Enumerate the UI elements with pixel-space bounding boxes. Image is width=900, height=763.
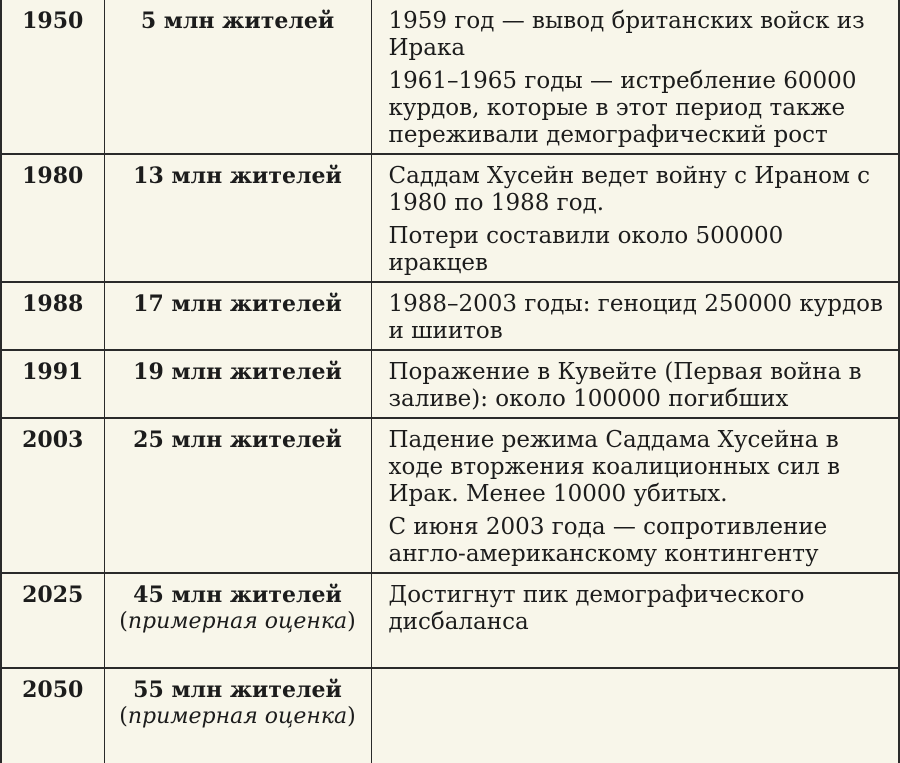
year-cell: 2025 [1,573,104,668]
population-value: 45 млн жителей [133,582,342,608]
population-value: 55 млн жителей [133,677,342,703]
year-cell: 2003 [1,418,104,573]
population-cell: 13 млн жителей [104,154,371,282]
events-cell [371,154,899,282]
events-cell [371,573,899,668]
table-row [1,418,899,573]
event-text: С июня 2003 года — сопротивление англо-американскому контингенту [388,514,828,567]
events-cell [371,350,899,418]
year-cell: 1988 [1,282,104,350]
events-cell [371,0,899,154]
table-row [1,573,899,668]
year-cell: 2050 [1,668,104,763]
event-text: 1961–1965 годы — истребление 60000 курдов, которые в этот период также переживали демографический рост [388,68,857,148]
estimate-note: (примерная оценка) [119,704,356,729]
event-text: Саддам Хусейн ведет войну с Ираном с 1980 по 1988 год. [388,163,871,216]
year-cell: 1991 [1,350,104,418]
population-cell: 17 млн жителей [104,282,371,350]
estimate-note-text: примерная оценка [127,704,348,729]
events-cell [371,282,899,350]
event-text: Поражение в Кувейте (Первая война в заливе): около 100000 погибших [388,359,862,412]
population-cell: 25 млн жителей [104,418,371,573]
table-row [1,668,899,763]
table-row [1,0,899,154]
population-cell: 5 млн жителей [104,0,371,154]
table-row [1,154,899,282]
estimate-note-text: примерная оценка [127,609,348,634]
table-row [1,282,899,350]
population-cell: 19 млн жителей [104,350,371,418]
table-row [1,350,899,418]
year-cell: 1980 [1,154,104,282]
event-text: 1959 год — вывод британских войск из Ирака [388,8,865,61]
events-cell [371,418,899,573]
population-cell [104,668,371,763]
events-cell [371,668,899,763]
year-cell: 1950 [1,0,104,154]
estimate-note: (примерная оценка) [119,609,356,634]
population-cell [104,573,371,668]
event-text: Достигнут пик демографического дисбаланса [388,582,805,635]
event-text: 1988–2003 годы: геноцид 250000 курдов и шиитов [388,291,883,344]
event-text: Падение режима Саддама Хусейна в ходе вторжения коалиционных сил в Ирак. Менее 10000 убитых. [388,427,841,507]
event-text: Потери составили около 500000 иракцев [388,223,784,276]
